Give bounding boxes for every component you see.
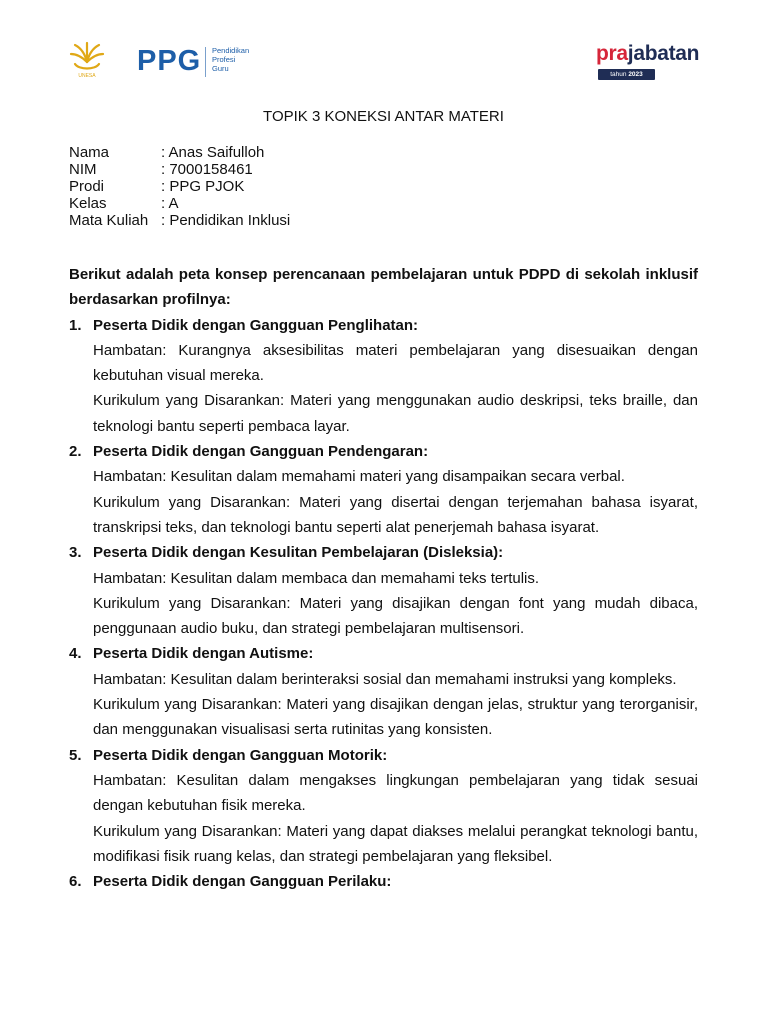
prajabatan-logo	[596, 42, 716, 84]
list-item-heading	[69, 641, 698, 666]
kurikulum-text: Kurikulum yang Disarankan: Materi yang disajikan dengan jelas, struktur yang terorganisir, dan menggunakan visualisasi serta rutinitas yang konsisten.	[93, 696, 698, 739]
ppg-logo	[137, 43, 277, 79]
ppg-subtitle-line: Guru	[212, 64, 229, 73]
prajabatan-suffix: jabatan	[627, 42, 700, 65]
ppg-subtitle-line: Profesi	[212, 55, 236, 64]
unesa-logo-icon	[67, 40, 107, 80]
document-title: TOPIK 3 KONEKSI ANTAR MATERI	[263, 108, 504, 125]
list-item-title: Peserta Didik dengan Gangguan Penglihatan:	[93, 316, 419, 334]
list-item-number: 4.	[69, 645, 82, 663]
list-item-number: 3.	[69, 544, 82, 562]
kurikulum-text: Kurikulum yang Disarankan: Materi yang disajikan dengan font yang mudah dibaca, penggunaan audio buku, dan strategi pembelajaran multisensori.	[93, 594, 698, 638]
info-row	[69, 144, 290, 161]
info-label: Nama	[69, 144, 110, 161]
prajabatan-tag-prefix: tahun	[610, 71, 627, 78]
list-item-title: Peserta Didik dengan Kesulitan Pembelajaran (Disleksia):	[93, 544, 504, 562]
student-info	[69, 144, 290, 229]
kurikulum-text: Kurikulum yang Disarankan: Materi yang dapat diakses melalui perangkat teknologi bantu, modifikasi fisik ruang kelas, dan strategi pembelajaran yang fleksibel.	[93, 822, 698, 865]
kurikulum-text: Kurikulum yang Disarankan: Materi yang menggunakan audio deskripsi, teks braille, dan teknologi bantu seperti pembaca layar.	[93, 392, 698, 435]
ppg-logo-subtitle	[212, 46, 249, 73]
list-item-heading	[69, 869, 698, 894]
prajabatan-year-tag	[598, 69, 655, 80]
prajabatan-prefix: pra	[596, 42, 628, 65]
prajabatan-logo-text	[596, 42, 699, 66]
concept-map-text	[69, 262, 698, 894]
ppg-subtitle-line: Pendidikan	[212, 46, 250, 55]
unesa-logo-text: UNESA	[78, 73, 96, 79]
list-item-number: 5.	[69, 746, 82, 764]
list-item	[69, 313, 698, 439]
hambatan-text: Hambatan: Kesulitan dalam memahami materi yang disampaikan secara verbal.	[93, 468, 625, 486]
list-item	[69, 439, 698, 540]
info-value: : Anas Saifulloh	[161, 144, 265, 161]
info-value: : Pendidikan Inklusi	[161, 212, 291, 229]
ppg-logo-divider	[205, 47, 206, 77]
list-item	[69, 641, 698, 742]
info-row	[69, 195, 290, 212]
info-label: Prodi	[69, 178, 105, 195]
list-item-title: Peserta Didik dengan Gangguan Motorik:	[93, 746, 388, 764]
hambatan-text: Hambatan: Kesulitan dalam berinteraksi sosial dan memahami instruksi yang kompleks.	[93, 670, 677, 688]
page-header	[0, 0, 768, 100]
list-item	[69, 869, 698, 894]
list-item-heading	[69, 313, 698, 338]
hambatan-text: Hambatan: Kesulitan dalam mengakses lingkungan pembelajaran yang tidak sesuai dengan kebutuhan fisik mereka.	[93, 771, 698, 815]
hambatan-text: Hambatan: Kesulitan dalam membaca dan memahami teks tertulis.	[93, 569, 540, 587]
info-value: : A	[161, 195, 179, 212]
ppg-logo-text: PPG	[137, 45, 202, 77]
list-item-number: 6.	[69, 873, 82, 891]
kurikulum-text: Kurikulum yang Disarankan: Materi yang disertai dengan terjemahan bahasa isyarat, transkripsi teks, dan teknologi bantu seperti alat penerjemah bahasa isyarat.	[93, 493, 698, 536]
list-item-title: Peserta Didik dengan Gangguan Pendengaran:	[93, 443, 429, 461]
list-item-number: 1.	[69, 316, 82, 334]
info-value: : PPG PJOK	[161, 178, 245, 195]
prajabatan-tag-year: 2023	[628, 71, 643, 78]
info-row	[69, 161, 290, 178]
info-value: : 7000158461	[161, 161, 253, 178]
list-item-heading	[69, 439, 698, 464]
info-label: Kelas	[69, 195, 107, 212]
list-item-title: Peserta Didik dengan Gangguan Perilaku:	[93, 873, 392, 891]
info-label: Mata Kuliah	[69, 212, 149, 229]
hambatan-text: Hambatan: Kurangnya aksesibilitas materi pembelajaran yang disesuaikan dengan kebutuhan visual mereka.	[93, 341, 698, 385]
list-item-title: Peserta Didik dengan Autisme:	[93, 645, 314, 663]
info-label: NIM	[69, 161, 97, 178]
list-item	[69, 743, 698, 869]
list-item-heading	[69, 743, 698, 768]
info-row	[69, 178, 290, 195]
list-item	[69, 540, 698, 641]
info-row	[69, 212, 290, 229]
intro-paragraph: Berikut adalah peta konsep perencanaan pembelajaran untuk PDPD di sekolah inklusif berdasarkan profilnya:	[69, 266, 698, 309]
list-item-number: 2.	[69, 443, 82, 461]
list-item-heading	[69, 540, 698, 565]
